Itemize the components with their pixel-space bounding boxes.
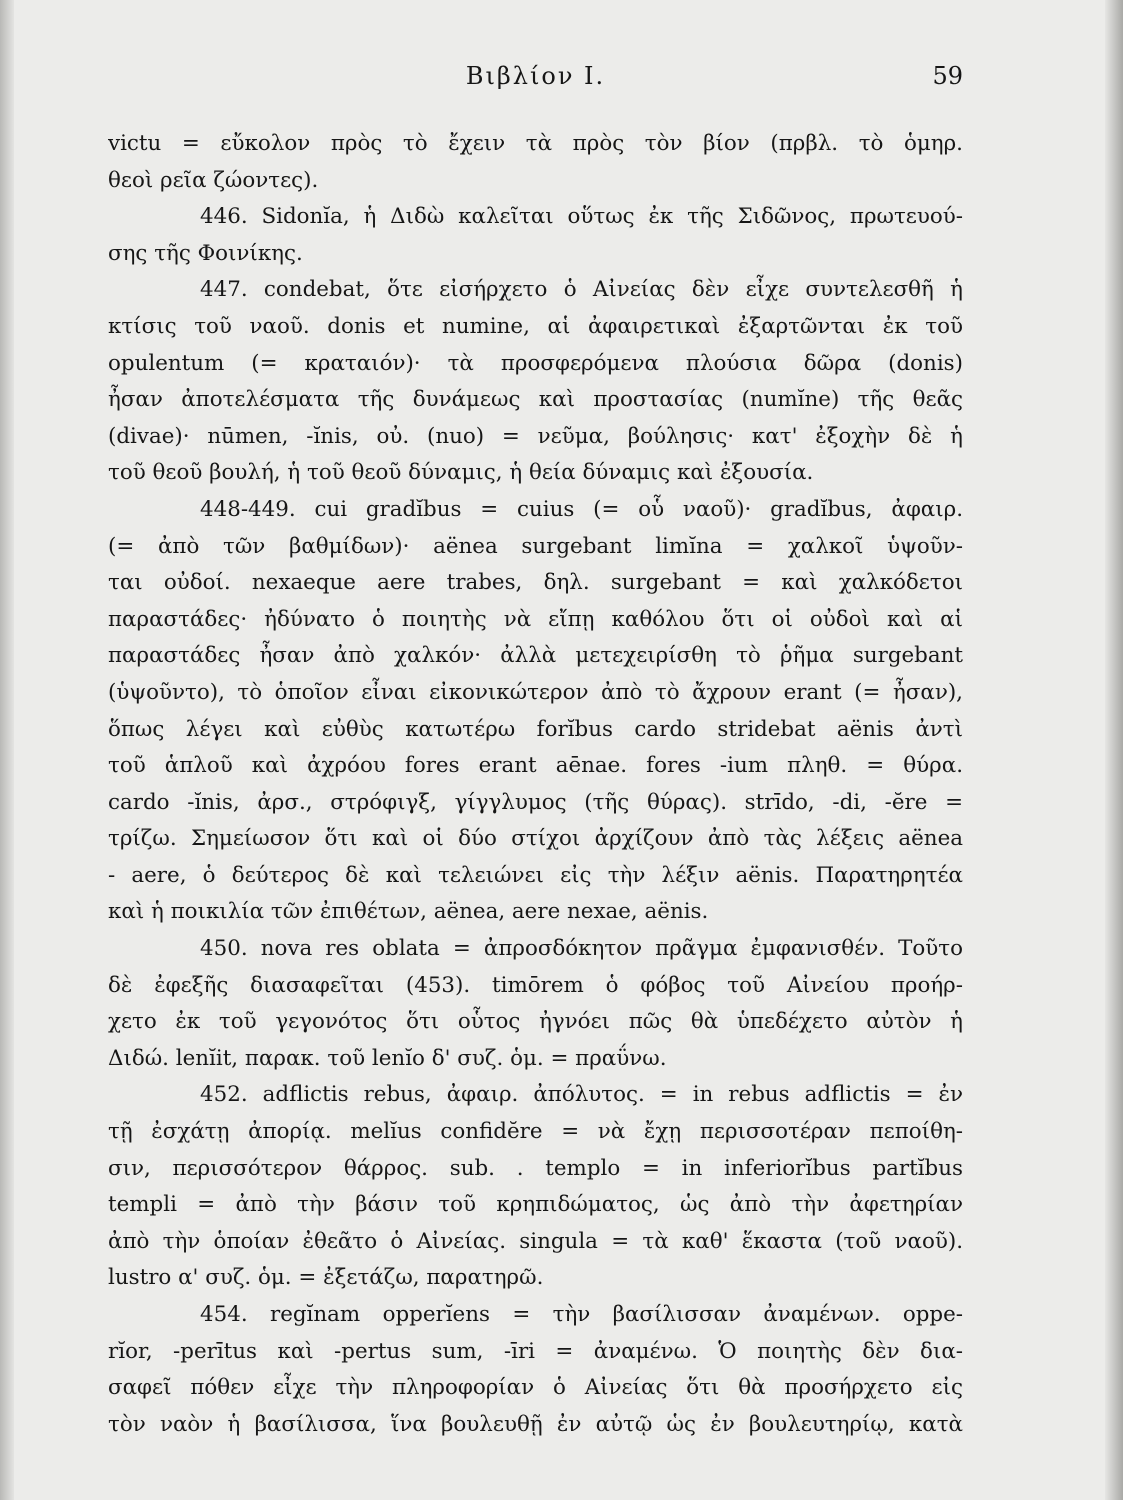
text-line: τὸν ναὸν ἡ βασίλισσα, ἵνα βουλευθῇ ἐν αὐτῷ ὡς ἐν βουλευτηρίῳ, κατὰ	[108, 1411, 963, 1437]
text-line: καὶ ἡ ποικιλία τῶν ἐπιθέτων, aënea, aere nexae, aënis.	[108, 899, 709, 925]
text-line: 454. regĭnam opperĭens = τὴν βασίλισσαν ἀναμένων. oppe-	[200, 1302, 963, 1327]
text-line: τοῦ ἁπλοῦ καὶ ἀχρόου fores erant aēnae. fores -ium πληθ. = θύρα.	[108, 753, 963, 779]
text-line: rĭor, -perītus καὶ -pertus sum, -īri = ἀναμένω. Ὁ ποιητὴς δὲν δια-	[108, 1338, 963, 1364]
text-line: 450. nova res oblata = ἀπροσδόκητον πρᾶγμα ἐμφανισθέν. Τοῦτο	[200, 936, 963, 962]
text-line: τῇ ἐσχάτῃ ἀπορίᾳ. melĭus confidĕre = νὰ ἔχῃ περισσοτέραν πεποίθη-	[108, 1119, 963, 1145]
page-number: 59	[932, 62, 963, 90]
text-line: παραστάδες· ἠδύνατο ὁ ποιητὴς νὰ εἴπῃ καθόλου ὅτι οἱ οὐδοὶ καὶ αἱ	[108, 606, 963, 632]
text-line: - aere, ὁ δεύτερος δὲ καὶ τελειώνει εἰς τὴν λέξιν aënis. Παρατηρητέα	[108, 862, 963, 888]
text-line: 447. condebat, ὅτε εἰσήρχετο ὁ Αἰνείας δὲν εἶχε συντελεσθῆ ἡ	[200, 277, 963, 303]
text-line: victu = εὔκολον πρὸς τὸ ἔχειν τὰ πρὸς τὸν βίον (πρβλ. τὸ ὁμηρ.	[108, 131, 963, 156]
text-line: ἀπὸ τὴν ὁποίαν ἐθεᾶτο ὁ Αἰνείας. singula = τὰ καθ' ἕκαστα (τοῦ ναοῦ).	[108, 1228, 963, 1254]
text-line: 452. adflictis rebus, ἀφαιρ. ἀπόλυτος. = in rebus adflictis = ἐν	[200, 1082, 963, 1108]
text-line: χετο ἐκ τοῦ γεγονότος ὅτι οὗτος ἠγνόει πῶς θὰ ὑπεδέχετο αὐτὸν ἡ	[108, 1009, 963, 1035]
text-line: templi = ἀπὸ τὴν βάσιν τοῦ κρηπιδώματος, ὡς ἀπὸ τὴν ἀφετηρίαν	[108, 1192, 963, 1218]
text-line: opulentum (= κραταιόν)· τὰ προσφερόμενα πλούσια δῶρα (donis)	[108, 350, 963, 376]
text-line: 448-449. cui gradĭbus = cuius (= οὗ ναοῦ)· gradĭbus, ἀφαιρ.	[200, 496, 963, 522]
text-line: Διδώ. lenĭit, παρακ. τοῦ lenĭo δ' συζ. ὁμ. = πραΰνω.	[108, 1045, 667, 1071]
text-line: δὲ ἐφεξῆς διασαφεῖται (453). timōrem ὁ φόβος τοῦ Αἰνείου προήρ-	[108, 972, 963, 998]
text-line: (divae)· nūmen, -ĭnis, οὐ. (nuo) = νεῦμα, βούλησις· κατ' ἐξοχὴν δὲ ἡ	[108, 423, 963, 449]
text-line: τρίζω. Σημείωσον ὅτι καὶ οἱ δύο στίχοι ἀρχίζουν ἀπὸ τὰς λέξεις aënea	[108, 826, 963, 852]
text-line: ὅπως λέγει καὶ εὐθὺς κατωτέρω forĭbus cardo stridebat aënis ἀντὶ	[108, 716, 963, 742]
text-line: κτίσις τοῦ ναοῦ. donis et numine, αἱ ἀφαιρετικαὶ ἐξαρτῶνται ἐκ τοῦ	[108, 313, 963, 339]
text-line: παραστάδες ἦσαν ἀπὸ χαλκόν· ἀλλὰ μετεχειρίσθη τὸ ῥῆμα surgebant	[108, 643, 963, 669]
page-edge-right	[1105, 0, 1123, 1500]
text-line: τοῦ θεοῦ βουλή, ἡ τοῦ θεοῦ δύναμις, ἡ θεία δύναμις καὶ ἐξουσία.	[108, 460, 814, 486]
page-edge-left	[0, 0, 14, 1500]
running-head: Βιβλίον I.	[465, 62, 606, 90]
text-line: σης τῆς Φοινίκης.	[108, 240, 303, 266]
text-line: (ὑψοῦντο), τὸ ὁποῖον εἶναι εἰκονικώτερον ἀπὸ τὸ ἄχρουν erant (= ἦσαν),	[108, 679, 963, 705]
text-line: 446. Sidonĭa, ἡ Διδὼ καλεῖται οὕτως ἐκ τῆς Σιδῶνος, πρωτευού-	[200, 204, 963, 230]
text-line: σαφεῖ πόθεν εἶχε τὴν πληροφορίαν ὁ Αἰνείας ὅτι θὰ προσήρχετο εἰς	[108, 1375, 963, 1401]
page-header	[108, 62, 963, 96]
text-line: ἦσαν ἀποτελέσματα τῆς δυνάμεως καὶ προστασίας (numĭne) τῆς θεᾶς	[108, 387, 963, 413]
text-line: σιν, περισσότερον θάρρος. sub. . templo = in inferiorĭbus partĭbus	[108, 1155, 963, 1181]
commentary-text	[108, 126, 963, 1443]
text-line: (= ἀπὸ τῶν βαθμίδων)· aënea surgebant limĭna = χαλκοῖ ὑψοῦν-	[108, 533, 963, 559]
text-line: lustro α' συζ. ὁμ. = ἐξετάζω, παρατηρῶ.	[108, 1265, 544, 1291]
text-line: ται οὐδοί. nexaeque aere trabes, δηλ. surgebant = καὶ χαλκόδετοι	[108, 570, 963, 596]
text-line: θεοὶ ρεῖα ζώοντες).	[108, 167, 319, 193]
text-line: cardo -ĭnis, ἀρσ., στρόφιγξ, γίγγλυμος (τῆς θύρας). strīdo, -di, -ĕre =	[108, 789, 963, 815]
